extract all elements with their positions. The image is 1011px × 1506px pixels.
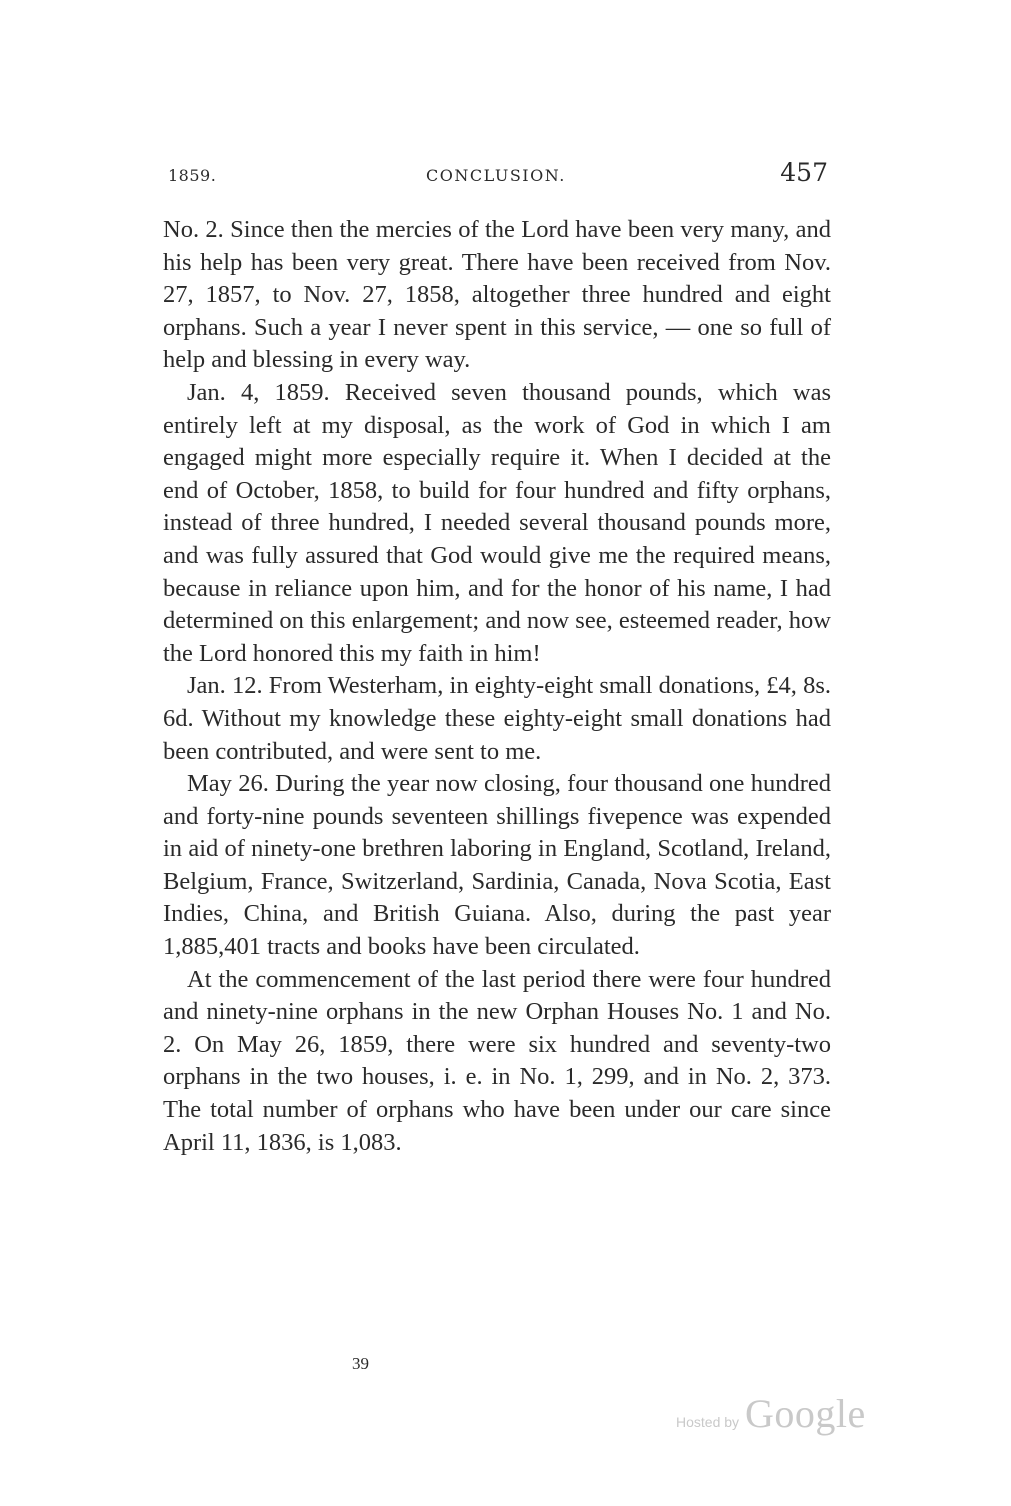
header-year: 1859.: [168, 166, 217, 185]
paragraph-continuation: No. 2. Since then the mercies of the Lord have been very many, and his help has been very great. There have been received from Nov. 27, 1857, to Nov. 27, 1858, altogether three hundred and eight orphans. Such a year I never spent in this service, — one so full of help and blessing in every way.: [163, 216, 831, 374]
hosted-by-text: Hosted by: [676, 1414, 740, 1430]
body-text: [163, 214, 831, 1159]
header-title: CONCLUSION.: [426, 166, 566, 185]
page-number: 457: [780, 158, 828, 187]
running-header: [168, 158, 828, 192]
google-watermark: [676, 1390, 866, 1437]
paragraph-orphan-totals: At the commencement of the last period there were four hundred and ninety-nine orphans in the new Orphan Houses No. 1 and No. 2. On May 26, 1859, there were six hundred and seventy-two orphans in the two houses, i. e. in No. 1, 299, and in No. 2, 373. The total number of orphans who have been under our care since April 11, 1836, is 1,083.: [163, 965, 831, 1156]
signature-mark: 39: [352, 1354, 369, 1373]
google-logo: Google: [745, 1391, 866, 1436]
paragraph-may-26: May 26. During the year now closing, four thousand one hundred and forty-nine pounds seventeen shillings fivepence was expended in aid of ninety-one brethren laboring in England, Scotland, Ireland, Belgium, France, Switzerland, Sardinia, Canada, Nova Scotia, East Indies, China, and British Guiana. Also, during the past year 1,885,401 tracts and books have been circulated.: [163, 770, 831, 961]
paragraph-jan-12: Jan. 12. From Westerham, in eighty-eight small donations, £4, 8s. 6d. Without my knowledge these eighty-eight small donations had been contributed, and were sent to me.: [163, 672, 831, 765]
paragraph-jan-4: Jan. 4, 1859. Received seven thousand pounds, which was entirely left at my disposal, as the work of God in which I am engaged might more especially require it. When I decided at the end of October, 1858, to build for four hundred and fifty orphans, instead of three hundred, I needed several thousand pounds more, and was fully assured that God would give me the required means, because in reliance upon him, and for the honor of his name, I had determined on this enlargement; and now see, esteemed reader, how the Lord honored this my faith in him!: [163, 378, 831, 667]
